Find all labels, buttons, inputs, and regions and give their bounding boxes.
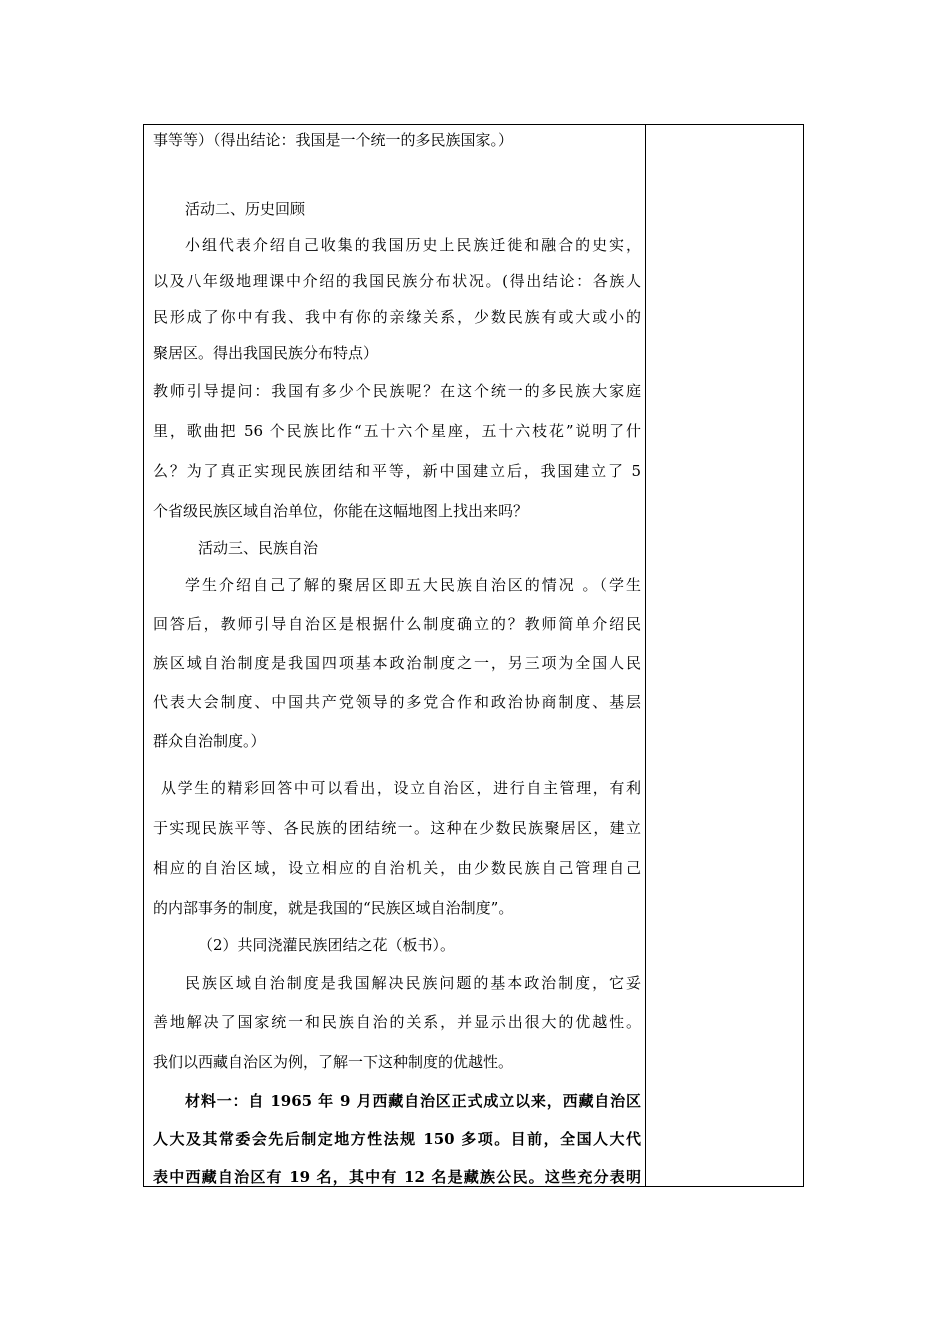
text-line: 我们以西藏自治区为例，了解一下这种制度的优越性。 — [153, 1053, 514, 1071]
text-line: 学生介绍自己了解的聚居区即五大民族自治区的情况 。（学生 — [185, 576, 641, 594]
text-line: 群众自治制度。） — [153, 732, 266, 750]
text-line: 里，歌曲把 56 个民族比作“五十六个星座，五十六枝花”说明了什 — [153, 422, 641, 440]
activity-heading: 活动三、民族自治 — [198, 539, 319, 557]
text-line: 民形成了你中有我、我中有你的亲缘关系，少数民族有或大或小的 — [153, 308, 641, 326]
text-line: 代表大会制度、中国共产党领导的多党合作和政治协商制度、基层 — [153, 693, 641, 711]
table-column-divider — [645, 124, 646, 1187]
text-line: 于实现民族平等、各民族的团结统一。这种在少数民族聚居区，建立 — [153, 819, 641, 837]
text-line: 教师引导提问：我国有多少个民族呢？在这个统一的多民族大家庭 — [153, 382, 641, 400]
text-line: 聚居区。得出我国民族分布特点） — [153, 344, 379, 362]
activity-heading: 活动二、历史回顾 — [185, 200, 306, 218]
text-line: 么？为了真正实现民族团结和平等，新中国建立后，我国建立了 5 — [153, 462, 641, 480]
text-line: 族区域自治制度是我国四项基本政治制度之一，另三项为全国人民 — [153, 654, 641, 672]
text-line: 个省级民族区域自治单位，你能在这幅地图上找出来吗？ — [153, 502, 529, 520]
text-line: 相应的自治区域，设立相应的自治机关，由少数民族自己管理自己 — [153, 859, 641, 877]
material-text-line: 人大及其常委会先后制定地方性法规 150 多项。目前，全国人大代 — [153, 1130, 641, 1148]
text-line: 回答后，教师引导自治区是根据什么制度确立的？教师简单介绍民 — [153, 615, 641, 633]
text-line: 从学生的精彩回答中可以看出，设立自治区，进行自主管理，有利 — [161, 779, 641, 797]
section-heading: （2）共同浇灌民族团结之花（板书）。 — [198, 936, 456, 954]
text-line: 小组代表介绍自己收集的我国历史上民族迁徙和融合的史实， — [185, 236, 641, 254]
text-line: 以及八年级地理课中介绍的我国民族分布状况。(得出结论：各族人 — [153, 272, 641, 290]
material-text-line: 材料一：自 1965 年 9 月西藏自治区正式成立以来，西藏自治区 — [185, 1092, 641, 1110]
text-line: 民族区域自治制度是我国解决民族问题的基本政治制度，它妥 — [185, 974, 641, 992]
text-line: 的内部事务的制度，就是我国的“民族区域自治制度”。 — [153, 899, 514, 917]
text-line: 事等等）（得出结论：我国是一个统一的多民族国家。） — [153, 131, 514, 149]
material-text-line: 表中西藏自治区有 19 名，其中有 12 名是藏族公民。这些充分表明 — [153, 1168, 641, 1186]
text-line: 善地解决了国家统一和民族自治的关系，并显示出很大的优越性。 — [153, 1013, 641, 1031]
